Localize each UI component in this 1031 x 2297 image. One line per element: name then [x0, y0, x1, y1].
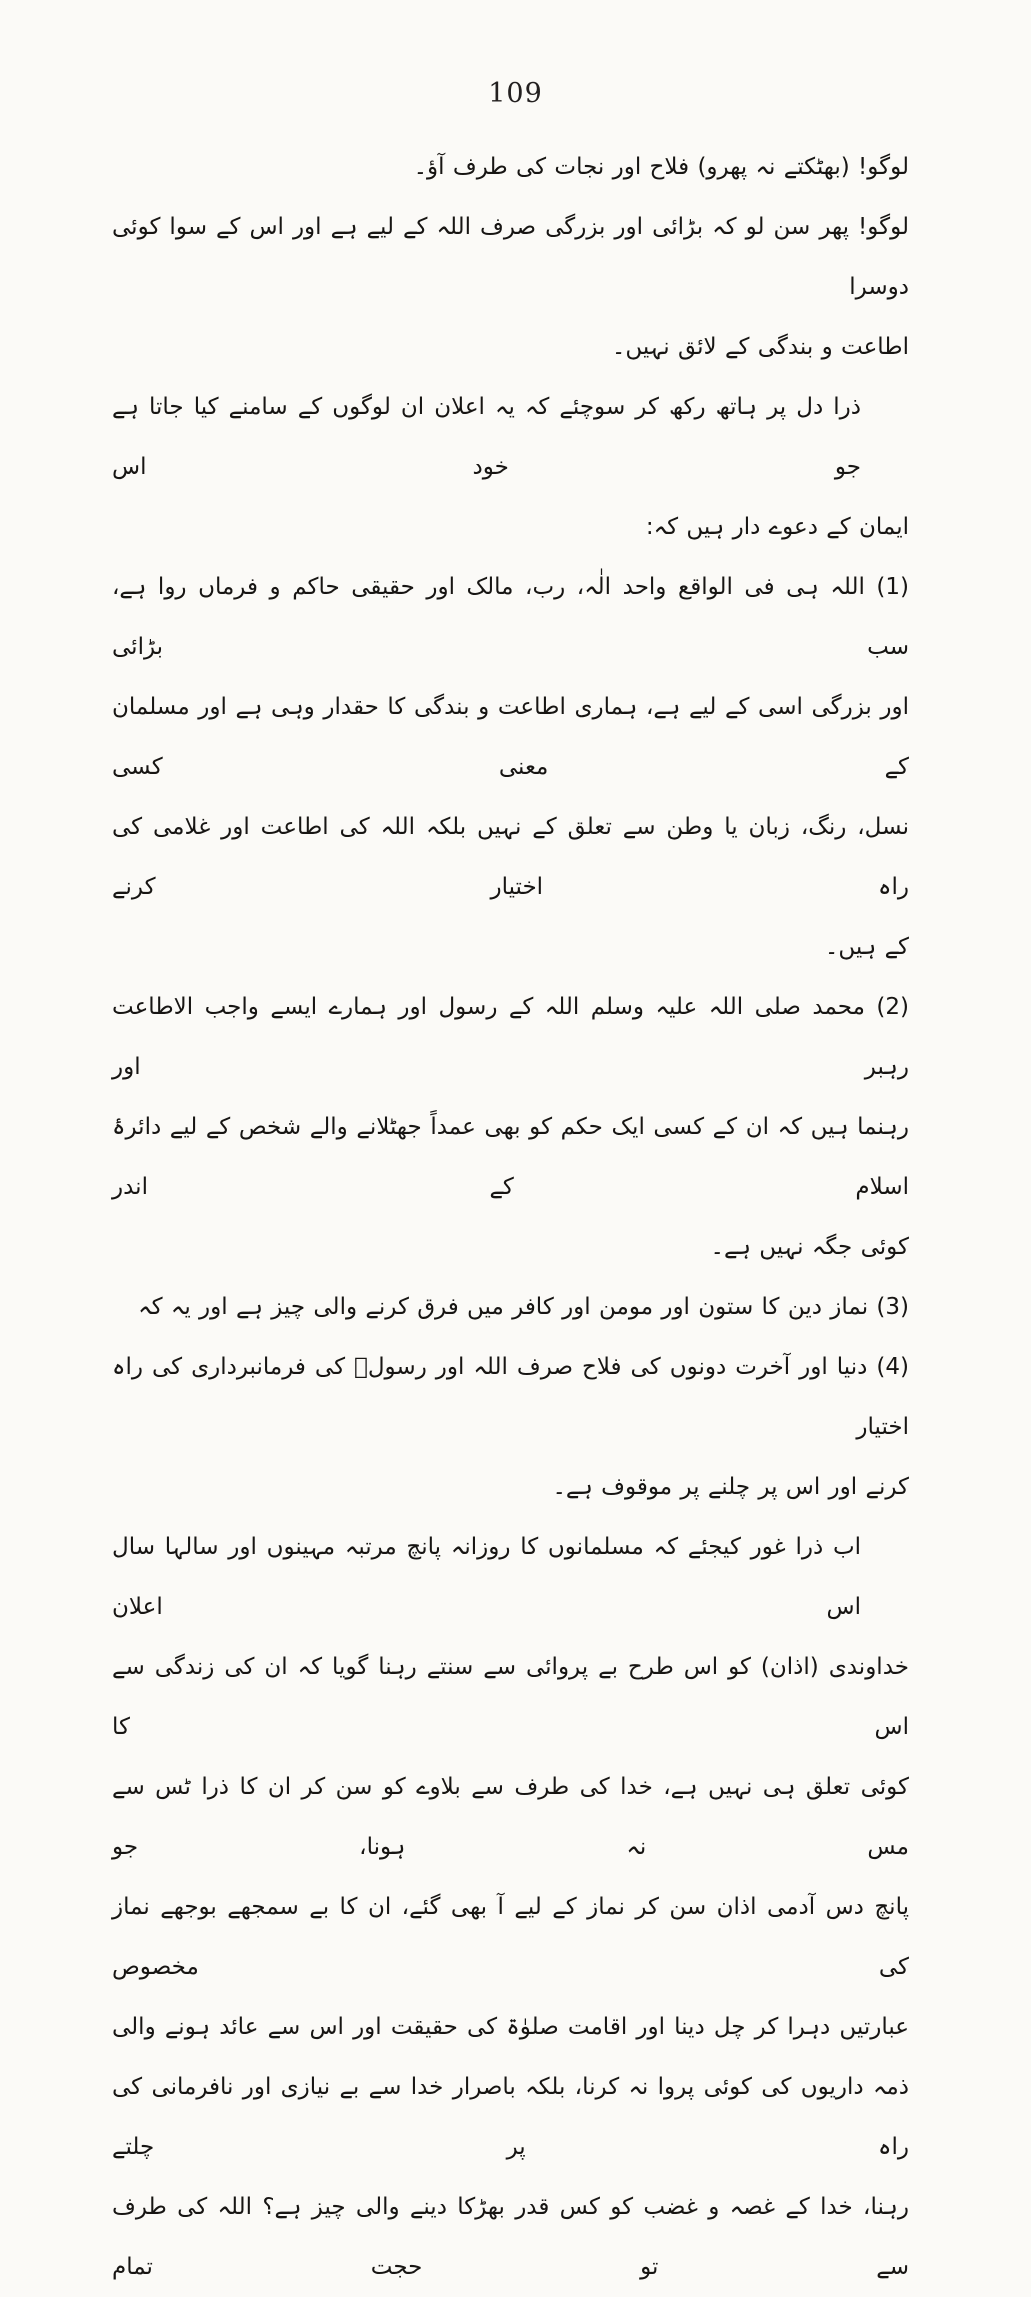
text-line: کوئی جگہ نہیں ہے۔: [710, 1234, 909, 1260]
text-line: (4) دنیا اور آخرت دونوں کی فلاح صرف اللہ اور رسولؐ کی فرمانبرداری کی راہ اختیار: [112, 1354, 909, 1440]
text-line: ذمہ داریوں کی کوئی پروا نہ کرنا، بلکہ باصرار خدا سے بے نیازی اور نافرمانی کی راہ پر چلتے: [112, 2074, 909, 2160]
text-line: ایمان کے دعوے دار ہیں کہ:: [645, 514, 909, 540]
text-line: کوئی تعلق ہی نہیں ہے، خدا کی طرف سے بلاوے کو سن کر ان کا ذرا ٹس سے مس نہ ہونا، جو: [112, 1774, 909, 1860]
text-line: اور بزرگی اسی کے لیے ہے، ہماری اطاعت و بندگی کا حقدار وہی ہے اور مسلمان کے معنی کسی: [112, 694, 909, 780]
text-line: (3) نماز دین کا ستون اور مومن اور کافر میں فرق کرنے والی چیز ہے اور یہ کہ: [138, 1294, 909, 1320]
text-line: اب ذرا غور کیجئے کہ مسلمانوں کا روزانہ پانچ مرتبہ مہینوں اور سالہا سال اس اعلان: [112, 1534, 861, 1620]
text-line: عبارتیں دہرا کر چل دینا اور اقامت صلوٰۃ کی حقیقت اور اس سے عائد ہونے والی: [112, 2014, 909, 2040]
text-line: نسل، رنگ، زبان یا وطن سے تعلق کے نہیں بلکہ اللہ کی اطاعت اور غلامی کی راہ اختیار کرنے: [112, 814, 909, 900]
text-line: کے ہیں۔: [824, 934, 909, 960]
text-line: کرنے اور اس پر چلنے پر موقوف ہے۔: [552, 1474, 909, 1500]
text-line: پانچ دس آدمی اذان سن کر نماز کے لیے آ بھی گئے، ان کا بے سمجھے بوجھے نماز کی مخصوص: [112, 1894, 909, 1980]
text-line: لوگو! پھر سن لو کہ بڑائی اور بزرگی صرف اللہ کے لیے ہے اور اس کے سوا کوئی دوسرا: [112, 214, 909, 300]
text-line: (2) محمد صلی اللہ علیہ وسلم اللہ کے رسول اور ہمارے ایسے واجب الاطاعت رہبر اور: [112, 994, 909, 1080]
text-line: اطاعت و بندگی کے لائق نہیں۔: [611, 334, 909, 360]
text-line: (1) اللہ ہی فی الواقع واحد الٰہ، رب، مالک اور حقیقی حاکم و فرماں روا ہے، سب بڑائی: [112, 574, 909, 660]
text-line: رہنما ہیں کہ ان کے کسی ایک حکم کو بھی عمداً جھٹلانے والے شخص کے لیے دائرۂ اسلام کے اندر: [112, 1114, 909, 1200]
text-line: ذرا دل پر ہاتھ رکھ کر سوچئے کہ یہ اعلان ان لوگوں کے سامنے کیا جاتا ہے جو خود اس: [112, 394, 861, 480]
page-text: [112, 137, 909, 2297]
text-line: رہنا، خدا کے غصہ و غضب کو کس قدر بھڑکا دینے والی چیز ہے؟ اللہ کی طرف سے تو حجت تمام: [112, 2194, 909, 2280]
text-line: لوگو! (بھٹکتے نہ پھرو) فلاح اور نجات کی طرف آؤ۔: [413, 154, 909, 180]
text-line: خداوندی (اذان) کو اس طرح بے پروائی سے سنتے رہنا گویا کہ ان کی زندگی سے اس کا: [112, 1654, 909, 1740]
page-number: 109: [488, 78, 543, 109]
